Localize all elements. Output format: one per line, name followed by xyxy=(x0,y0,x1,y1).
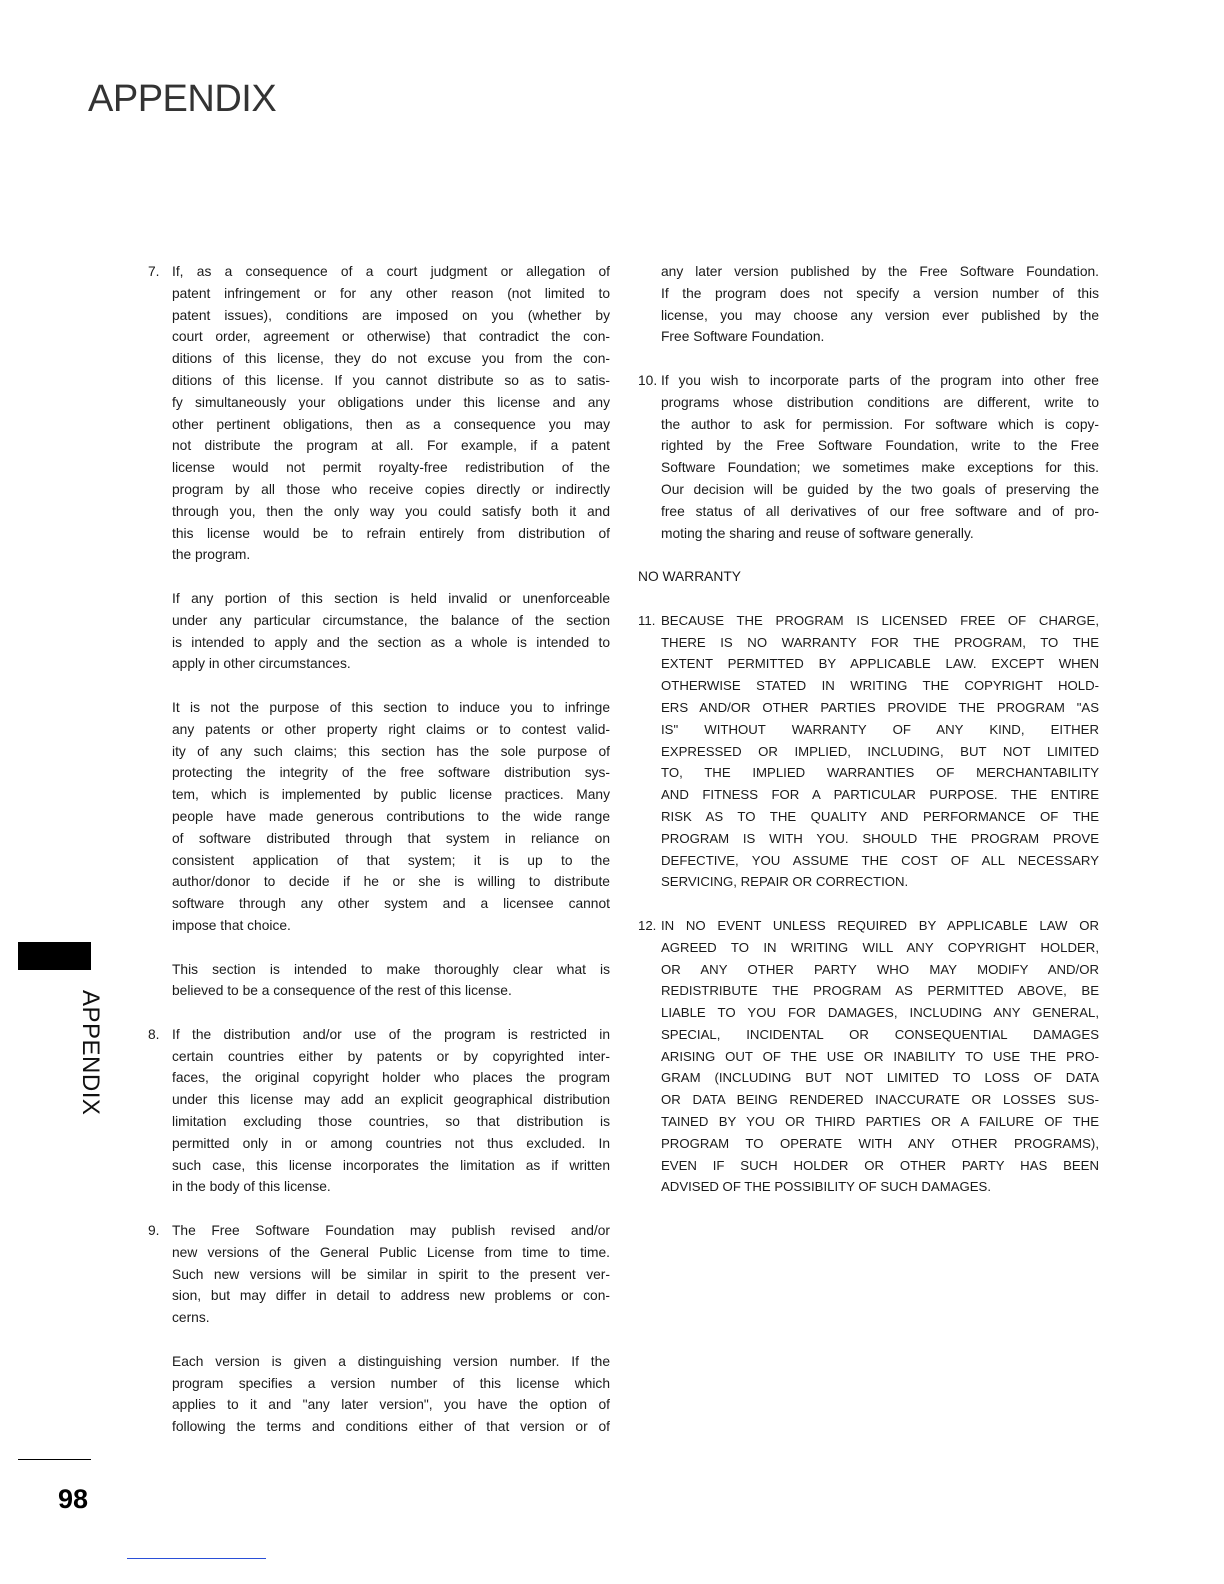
text-line: permitted only in or among countries not thus excluded. In xyxy=(172,1135,610,1151)
text-line: license would not permit royalty-free redistribution of the xyxy=(172,460,610,476)
text-line: ditions of this license. If you cannot distribute so as to satis- xyxy=(172,372,610,388)
text-line: DEFECTIVE, YOU ASSUME THE COST OF ALL NECESSARY xyxy=(661,852,1099,868)
text-line: If any portion of this section is held invalid or unenforceable xyxy=(172,590,610,606)
text-line: program specifies a version number of this license which xyxy=(172,1375,610,1391)
text-line: limitation excluding those countries, so that distribution is xyxy=(172,1114,610,1130)
page-number: 98 xyxy=(57,1484,88,1514)
section-tab-marker xyxy=(18,942,91,970)
text-line: through you, then the only way you could satisfy both it and xyxy=(172,503,610,519)
text-line: BECAUSE THE PROGRAM IS LICENSED FREE OF CHARGE, xyxy=(661,612,1099,628)
text-line: If you wish to incorporate parts of the program into other free xyxy=(661,372,1099,388)
text-line: any patents or other property right claims or to contest valid- xyxy=(172,721,610,737)
text-line: fy simultaneously your obligations under this license and any xyxy=(172,394,610,410)
text-line: moting the sharing and reuse of software generally. xyxy=(661,525,974,541)
paragraph xyxy=(661,261,1099,348)
text-line: The Free Software Foundation may publish revised and/or xyxy=(172,1223,610,1239)
text-line: THERE IS NO WARRANTY FOR THE PROGRAM, TO THE xyxy=(661,634,1099,650)
paragraph xyxy=(172,588,610,675)
text-line: SPECIAL, INCIDENTAL OR CONSEQUENTIAL DAMAGES xyxy=(661,1026,1099,1042)
clause-number: 7. xyxy=(148,264,160,279)
text-line: RISK AS TO THE QUALITY AND PERFORMANCE OF THE xyxy=(661,808,1099,824)
text-line: LIABLE TO YOU FOR DAMAGES, INCLUDING ANY GENERAL, xyxy=(661,1005,1099,1021)
text-line: IN NO EVENT UNLESS REQUIRED BY APPLICABLE LAW OR xyxy=(661,917,1099,933)
text-line: PROGRAM TO OPERATE WITH ANY OTHER PROGRAMS), xyxy=(661,1135,1099,1151)
numbered-clause xyxy=(148,261,610,566)
paragraph xyxy=(172,959,610,1003)
clause-number: 8. xyxy=(148,1026,160,1042)
footer-divider xyxy=(18,1459,91,1460)
numbered-clause xyxy=(148,1220,610,1329)
text-line: Such new versions will be similar in spirit to the present ver- xyxy=(172,1266,610,1282)
left-column xyxy=(148,261,610,1460)
text-line: ERS AND/OR OTHER PARTIES PROVIDE THE PROGRAM "AS xyxy=(661,699,1099,715)
text-line: If the distribution and/or use of the program is restricted in xyxy=(172,1026,610,1042)
text-line: If the program does not specify a version number of this xyxy=(661,285,1099,301)
text-line: applies to it and "any later version", you have the option of xyxy=(172,1397,610,1413)
text-line: consistent application of that system; it is up to the xyxy=(172,852,610,868)
text-line: cerns. xyxy=(172,1310,210,1326)
text-line: Our decision will be guided by the two goals of preserving the xyxy=(661,481,1099,497)
text-line: not distribute the program at all. For example, if a patent xyxy=(172,438,610,454)
text-line: This section is intended to make thoroughly clear what is xyxy=(172,961,610,977)
text-line: It is not the purpose of this section to induce you to infringe xyxy=(172,699,610,715)
text-line: ditions of this license, they do not excuse you from the con- xyxy=(172,351,610,367)
text-line: GRAM (INCLUDING BUT NOT LIMITED TO LOSS OF DATA xyxy=(661,1070,1099,1086)
text-line: following the terms and conditions either of that version or of xyxy=(172,1419,610,1435)
text-line: of software distributed through that system in reliance on xyxy=(172,830,610,846)
text-line: the author to ask for permission. For software which is copy- xyxy=(661,416,1099,432)
text-line: license, you may choose any version ever published by the xyxy=(661,307,1099,323)
text-line: OR ANY OTHER PARTY WHO MAY MODIFY AND/OR xyxy=(661,961,1099,977)
text-line: believed to be a consequence of the rest of this license. xyxy=(172,983,512,999)
text-line: court order, agreement or otherwise) that contradict the con- xyxy=(172,329,610,345)
text-line: righted by the Free Software Foundation, write to the Free xyxy=(661,438,1099,454)
text-line: such case, this license incorporates the limitation as if written xyxy=(172,1157,610,1173)
clause-number: 9. xyxy=(148,1223,160,1239)
text-line: programs whose distribution conditions are different, write to xyxy=(661,394,1099,410)
text-line: EXPRESSED OR IMPLIED, INCLUDING, BUT NOT LIMITED xyxy=(661,743,1099,759)
numbered-clause xyxy=(638,915,1099,1198)
page-title: APPENDIX xyxy=(88,78,277,120)
text-line: is intended to apply and the section as a whole is intended to xyxy=(172,634,610,650)
text-line: apply in other circumstances. xyxy=(172,656,351,672)
paragraph xyxy=(172,697,610,937)
text-line: protecting the integrity of the free software distribution sys- xyxy=(172,765,610,781)
text-line: tem, which is implemented by public license practices. Many xyxy=(172,787,610,803)
bottom-link-underline xyxy=(127,1558,266,1559)
text-line: If, as a consequence of a court judgment or allegation of xyxy=(172,264,610,279)
text-line: Each version is given a distinguishing version number. If the xyxy=(172,1353,610,1369)
paragraph xyxy=(172,1351,610,1438)
text-line: sion, but may differ in detail to address new problems or con- xyxy=(172,1288,610,1304)
clause-number: 11. xyxy=(638,612,656,628)
text-line: ity of any such claims; this section has the sole purpose of xyxy=(172,743,610,759)
text-line: under any particular circumstance, the balance of the section xyxy=(172,612,610,628)
text-line: IS" WITHOUT WARRANTY OF ANY KIND, EITHER xyxy=(661,721,1099,737)
numbered-clause xyxy=(148,1024,610,1198)
text-line: Free Software Foundation. xyxy=(661,329,825,345)
text-line: EXTENT PERMITTED BY APPLICABLE LAW. EXCEPT WHEN xyxy=(661,656,1099,672)
text-line: free status of all derivatives of our free software and of pro- xyxy=(661,503,1099,519)
clause-number: 10. xyxy=(638,372,658,388)
numbered-clause xyxy=(638,370,1099,544)
text-line: ADVISED OF THE POSSIBILITY OF SUCH DAMAGES. xyxy=(661,1179,992,1195)
text-line: ARISING OUT OF THE USE OR INABILITY TO USE THE PRO- xyxy=(661,1048,1099,1064)
text-line: under this license may add an explicit geographical distribution xyxy=(172,1092,610,1108)
text-line: in the body of this license. xyxy=(172,1179,331,1195)
text-line: PROGRAM IS WITH YOU. SHOULD THE PROGRAM PROVE xyxy=(661,830,1099,846)
text-line: Software Foundation; we sometimes make exceptions for this. xyxy=(661,460,1099,476)
text-line: OTHERWISE STATED IN WRITING THE COPYRIGHT HOLD- xyxy=(661,678,1099,694)
text-line: any later version published by the Free Software Foundation. xyxy=(661,264,1099,279)
text-line: NO WARRANTY xyxy=(638,569,741,585)
text-line: people have made generous contributions to the wide range xyxy=(172,808,610,824)
text-line: OR DATA BEING RENDERED INACCURATE OR LOSSES SUS- xyxy=(661,1092,1099,1108)
text-line: TAINED BY YOU OR THIRD PARTIES OR A FAILURE OF THE xyxy=(661,1114,1099,1130)
clause-number: 12. xyxy=(638,917,657,933)
text-line: SERVICING, REPAIR OR CORRECTION. xyxy=(661,874,909,890)
text-line: other pertinent obligations, then as a consequence you may xyxy=(172,416,610,432)
text-line: program by all those who receive copies directly or indirectly xyxy=(172,481,610,497)
text-line: the program. xyxy=(172,547,251,563)
text-line: faces, the original copyright holder who places the program xyxy=(172,1070,610,1086)
text-line: software through any other system and a licensee cannot xyxy=(172,896,610,912)
side-section-label: APPENDIX xyxy=(77,990,104,1116)
right-column xyxy=(638,261,1099,1220)
text-line: AND FITNESS FOR A PARTICULAR PURPOSE. THE ENTIRE xyxy=(661,787,1099,803)
text-line: this license would be to refrain entirely from distribution of xyxy=(172,525,610,541)
numbered-clause xyxy=(638,610,1099,893)
text-line: patent infringement or for any other reason (not limited to xyxy=(172,285,610,301)
text-line: author/donor to decide if he or she is willing to distribute xyxy=(172,874,610,890)
text-line: REDISTRIBUTE THE PROGRAM AS PERMITTED ABOVE, BE xyxy=(661,983,1099,999)
text-line: patent issues), conditions are imposed on you (whether by xyxy=(172,307,610,323)
text-line: impose that choice. xyxy=(172,917,291,933)
text-line: new versions of the General Public License from time to time. xyxy=(172,1244,610,1260)
text-line: EVEN IF SUCH HOLDER OR OTHER PARTY HAS BEEN xyxy=(661,1157,1099,1173)
section-heading xyxy=(638,566,1099,588)
text-line: certain countries either by patents or by copyrighted inter- xyxy=(172,1048,610,1064)
text-line: AGREED TO IN WRITING WILL ANY COPYRIGHT HOLDER, xyxy=(661,939,1099,955)
text-line: TO, THE IMPLIED WARRANTIES OF MERCHANTABILITY xyxy=(661,765,1099,781)
